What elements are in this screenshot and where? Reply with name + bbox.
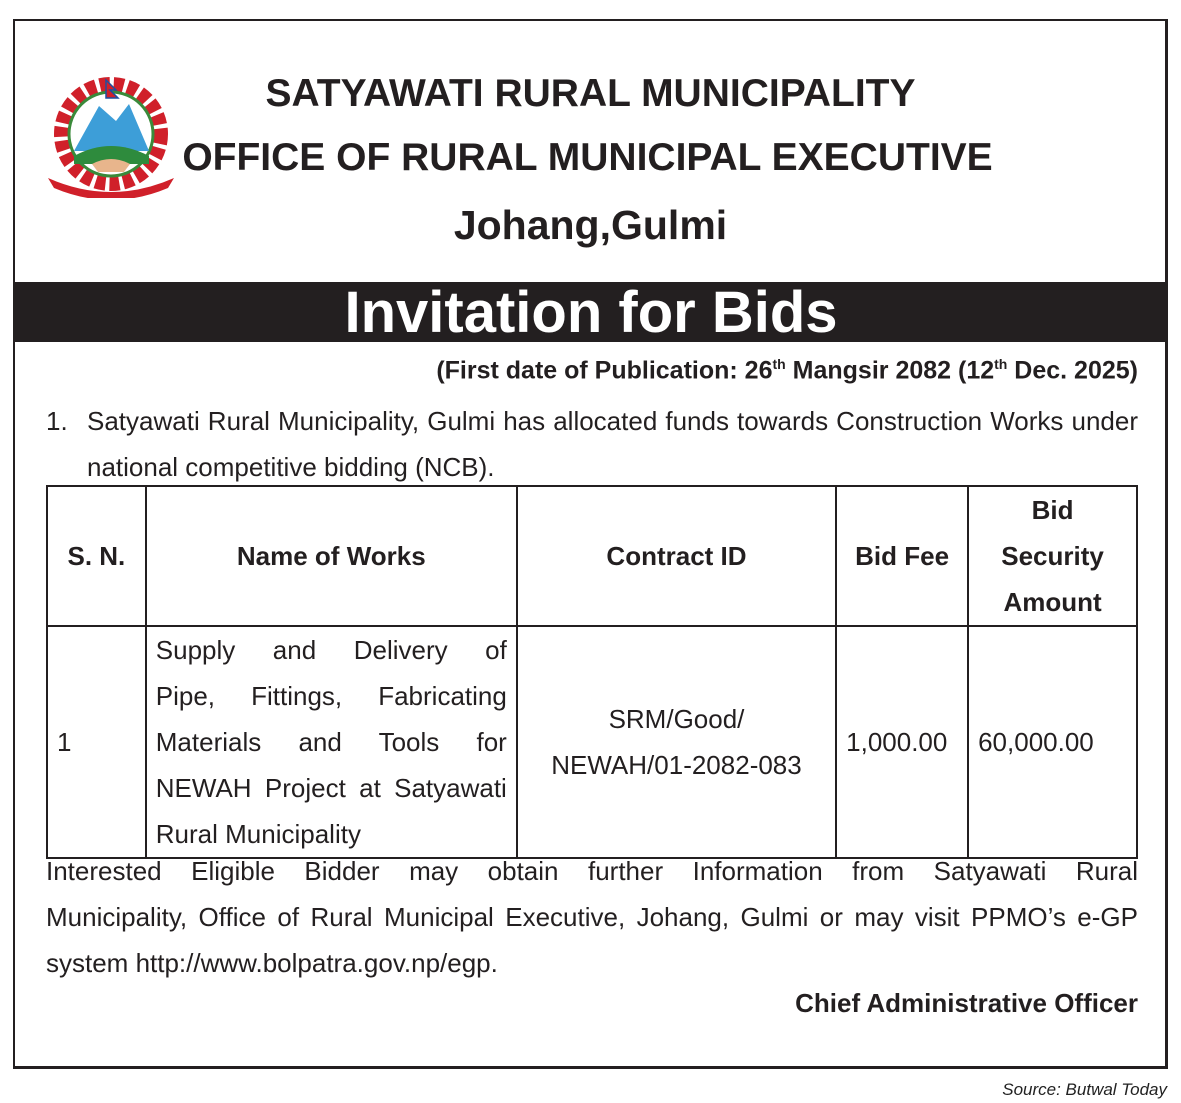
paragraph-information: Interested Eligible Bidder may obtain further Information from Satyawati Rural Municipality, Office of Rural Municipal Executive, Johang, Gulmi or may visit PPMO’s e-GP system http://www.bolpatra.gov.np/egp.: [46, 856, 1138, 978]
header-contract-id: Contract ID: [517, 486, 836, 626]
office-location: Johang,Gulmi: [453, 202, 728, 248]
cell-sn: 1: [47, 626, 146, 858]
publication-date: (First date of Publication: 26th Mangsir 2082 (12th Dec. 2025): [436, 356, 1138, 385]
cell-name-of-works: Supply and Delivery of Pipe, Fittings, Fabricating Materials and Tools for NEWAH Project at Satyawati Rural Municipality: [146, 626, 517, 858]
table-row: [47, 626, 1137, 858]
cell-bid-fee: 1,000.00: [836, 626, 968, 858]
office-name: OFFICE OF RURAL MUNICIPAL EXECUTIVE: [182, 136, 993, 179]
table-header-row: [47, 486, 1137, 626]
municipality-name: SATYAWATI RURAL MUNICIPALITY: [265, 72, 916, 115]
notice-title-banner: Invitation for Bids: [14, 282, 1168, 342]
paragraph-text: Satyawati Rural Municipality, Gulmi has allocated funds towards Construction Works under national competitive bidding (NCB).: [87, 406, 1138, 482]
paragraph-funding: [46, 398, 1138, 490]
works-table: [46, 485, 1138, 859]
header-bid-fee: Bid Fee: [836, 486, 968, 626]
paragraph-number: 1.: [46, 406, 68, 436]
source-credit: Source: Butwal Today: [1002, 1080, 1167, 1099]
header-sn: S. N.: [47, 486, 146, 626]
cell-bid-security: 60,000.00: [968, 626, 1137, 858]
header-bid-security: Bid Security Amount: [968, 486, 1137, 626]
cell-contract-id: SRM/Good/ NEWAH/01-2082-083: [517, 626, 836, 858]
header-name-of-works: Name of Works: [146, 486, 517, 626]
signatory: Chief Administrative Officer: [795, 988, 1138, 1018]
